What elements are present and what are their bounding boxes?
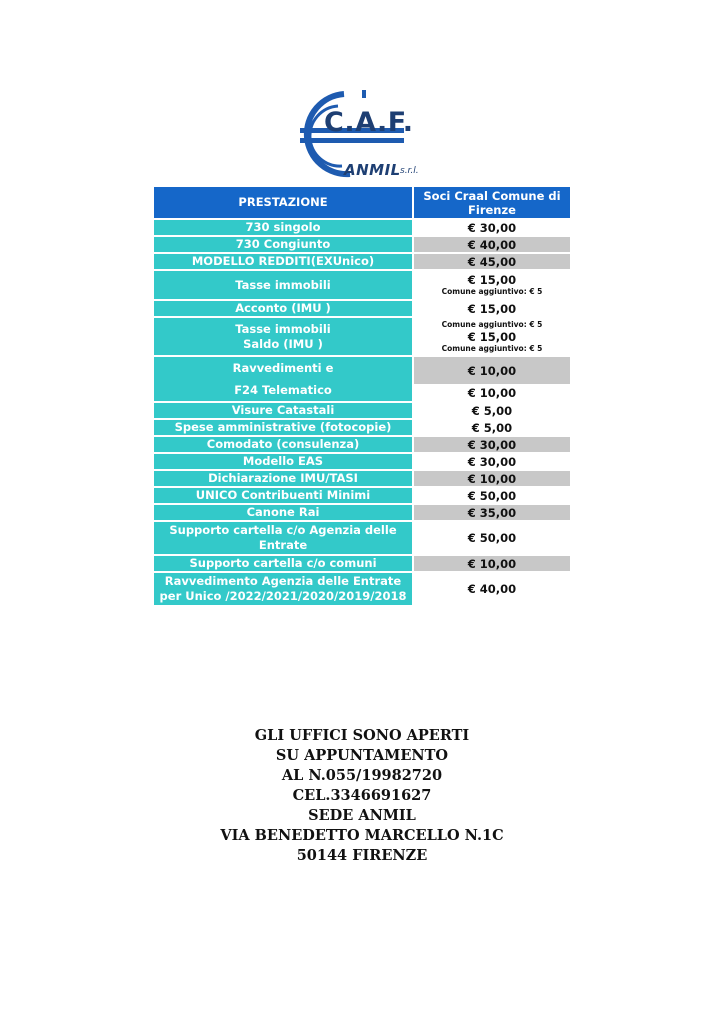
table-row bbox=[154, 573, 570, 605]
footer-mobile: CEL.3346691627 bbox=[292, 787, 432, 804]
table-row bbox=[154, 237, 570, 252]
logo-srl-text: s.r.l. bbox=[400, 166, 419, 176]
footer-line: SU APPUNTAMENTO bbox=[275, 747, 449, 764]
footer-address: VIA BENEDETTO MARCELLO N.1C bbox=[220, 827, 504, 844]
office-info bbox=[0, 726, 724, 866]
row-price: € 10,00 bbox=[414, 384, 570, 401]
table-row bbox=[154, 471, 570, 486]
footer-line: SEDE ANMIL bbox=[308, 807, 416, 824]
row-price: € 45,00 bbox=[414, 254, 570, 269]
row-label: Spese amministrative (fotocopie) bbox=[154, 420, 412, 435]
price-table bbox=[154, 187, 570, 607]
table-row bbox=[154, 271, 570, 299]
row-price: € 15,00 bbox=[467, 329, 517, 344]
row-price: € 10,00 bbox=[414, 471, 570, 486]
footer-line: GLI UFFICI SONO APERTI bbox=[254, 727, 470, 744]
row-price: € 10,00 bbox=[414, 556, 570, 571]
caf-anmil-logo bbox=[300, 88, 430, 184]
row-price: € 5,00 bbox=[414, 403, 570, 418]
table-row bbox=[154, 254, 570, 269]
header-prestazione: PRESTAZIONE bbox=[154, 187, 412, 218]
row-label-cell bbox=[154, 357, 412, 401]
row-note: Comune aggiuntivo: € 5 bbox=[441, 343, 543, 353]
table-row bbox=[154, 420, 570, 435]
row-price: € 30,00 bbox=[414, 220, 570, 235]
table-row bbox=[154, 437, 570, 452]
footer-phone: AL N.055/19982720 bbox=[281, 767, 443, 784]
row-price: € 30,00 bbox=[414, 454, 570, 469]
row-label: Supporto cartella c/o Agenzia delle Entrate bbox=[154, 522, 412, 554]
row-label: Modello EAS bbox=[154, 454, 412, 469]
row-price-cell bbox=[414, 318, 570, 355]
table-row bbox=[154, 357, 570, 401]
row-note: Comune aggiuntivo: € 5 bbox=[441, 287, 543, 296]
row-price-cell bbox=[414, 357, 570, 401]
table-row bbox=[154, 301, 570, 316]
table-row bbox=[154, 220, 570, 235]
table-row bbox=[154, 454, 570, 469]
header-soci: Soci Craal Comune di Firenze bbox=[414, 187, 570, 218]
row-label: Ravvedimento Agenzia delle Entrate per Unico /2022/2021/2020/2019/2018 bbox=[154, 573, 412, 605]
row-price: € 40,00 bbox=[414, 237, 570, 252]
row-label: 730 Congiunto bbox=[154, 237, 412, 252]
table-row bbox=[154, 505, 570, 520]
row-note: Comune aggiuntivo: € 5 bbox=[441, 319, 543, 329]
logo-anmil-text: ANMIL bbox=[344, 161, 401, 179]
row-price: € 15,00 bbox=[467, 273, 517, 287]
table-row bbox=[154, 488, 570, 503]
row-label: Dichiarazione IMU/TASI bbox=[154, 471, 412, 486]
row-price: € 35,00 bbox=[414, 505, 570, 520]
row-price: € 50,00 bbox=[414, 522, 570, 554]
row-label: Comodato (consulenza) bbox=[154, 437, 412, 452]
row-price: € 5,00 bbox=[414, 420, 570, 435]
table-row bbox=[154, 556, 570, 571]
row-label: Ravvedimenti e bbox=[232, 360, 334, 375]
row-label: Canone Rai bbox=[154, 505, 412, 520]
row-label: 730 singolo bbox=[154, 220, 412, 235]
row-label: UNICO Contribuenti Minimi bbox=[154, 488, 412, 503]
table-row bbox=[154, 522, 570, 554]
row-label: F24 Telematico bbox=[234, 382, 332, 397]
row-label-cell bbox=[154, 318, 412, 355]
table-row bbox=[154, 318, 570, 355]
row-label: Tasse immobili bbox=[235, 321, 331, 336]
table-row bbox=[154, 403, 570, 418]
row-price: € 50,00 bbox=[414, 488, 570, 503]
row-label: Visure Catastali bbox=[154, 403, 412, 418]
row-label: Supporto cartella c/o comuni bbox=[154, 556, 412, 571]
table-header-row bbox=[154, 187, 570, 218]
row-label: Acconto (IMU ) bbox=[154, 301, 412, 316]
row-price: € 15,00 bbox=[414, 301, 570, 316]
logo-caf-text: C.A.F. bbox=[324, 107, 414, 138]
row-price: € 40,00 bbox=[414, 573, 570, 605]
footer-city: 50144 FIRENZE bbox=[296, 847, 428, 864]
row-price-cell bbox=[414, 271, 570, 299]
row-label: Saldo (IMU ) bbox=[243, 336, 323, 351]
row-price: € 30,00 bbox=[414, 437, 570, 452]
row-price: € 10,00 bbox=[414, 357, 570, 384]
row-label: Tasse immobili bbox=[154, 271, 412, 299]
row-label: MODELLO REDDITI(EXUnico) bbox=[154, 254, 412, 269]
